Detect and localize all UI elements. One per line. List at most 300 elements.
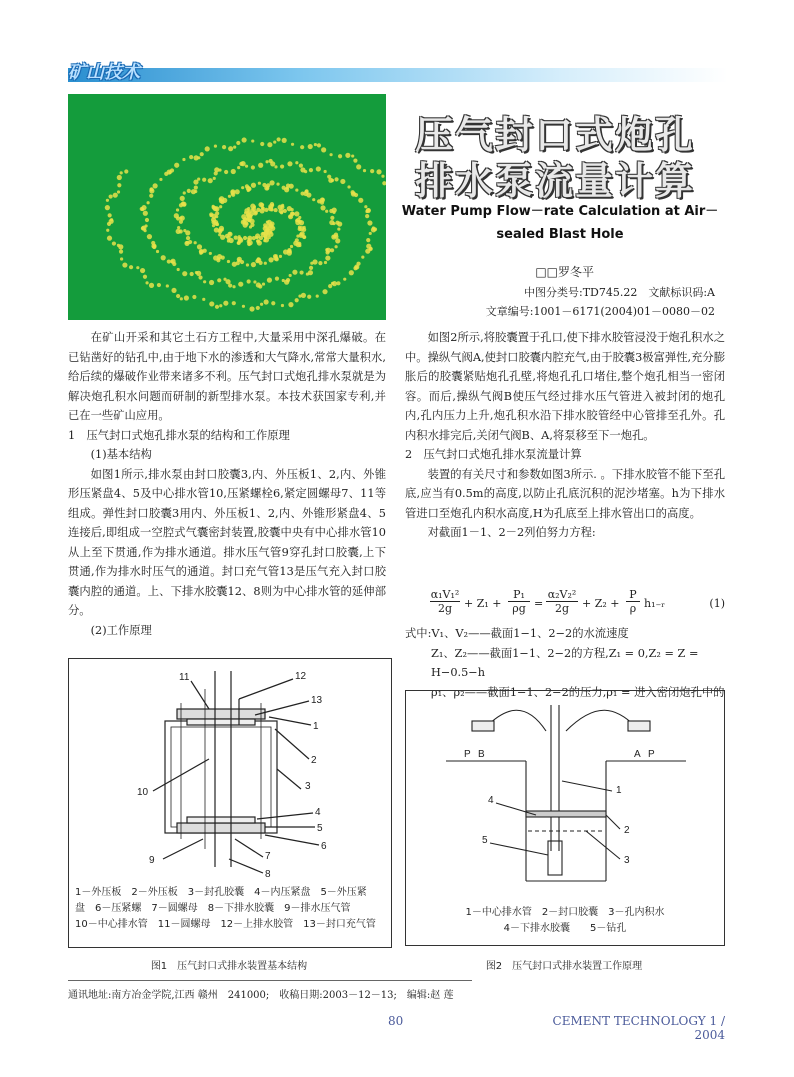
spiral-dot: [269, 180, 274, 185]
spiral-dot: [180, 297, 183, 300]
spiral-dot: [299, 233, 304, 238]
valve-b: [472, 721, 494, 731]
subsection-structure-heading: (1)基本结构: [90, 448, 152, 461]
spiral-dot: [351, 154, 354, 157]
spiral-dot: [309, 266, 313, 270]
fig1-label-9: 9: [149, 855, 155, 866]
spiral-dot: [295, 298, 299, 302]
fig1-label-8: 8: [265, 869, 271, 880]
definition-velocity: 式中:V₁、V₂——截面1−1、2−2的水流速度: [405, 627, 629, 640]
spiral-dot: [328, 284, 332, 288]
spiral-dot: [208, 178, 213, 183]
spiral-dot: [296, 234, 299, 237]
spiral-dot: [192, 295, 196, 299]
sealing-capsule: [526, 811, 606, 817]
spiral-dot: [273, 140, 276, 143]
spiral-dot: [261, 206, 264, 209]
bernoulli-equation: [430, 588, 725, 624]
spiral-dot: [117, 183, 121, 187]
spiral-dot: [291, 143, 294, 146]
spiral-dot: [213, 255, 218, 260]
spiral-dot: [223, 278, 226, 281]
spiral-dot: [202, 178, 206, 182]
bottom-cone-plate: [187, 817, 255, 823]
spiral-dot: [213, 177, 216, 180]
fig1-label-3: 3: [305, 781, 311, 792]
spiral-galaxy-image: [68, 94, 386, 320]
spiral-dot: [234, 236, 238, 240]
fig1-label-6: 6: [321, 841, 327, 852]
spiral-dot: [106, 229, 109, 232]
english-title-line-1: Water Pump Flow－rate Calculation at Air－: [401, 204, 719, 219]
author: □□罗冬平: [535, 265, 594, 279]
spiral-dot: [264, 299, 269, 304]
spiral-dot: [236, 141, 240, 145]
spiral-dot: [345, 153, 350, 158]
figure-2-caption: 图2 压气封口式排水装置工作原理: [485, 961, 643, 972]
spiral-dot: [271, 301, 275, 305]
spiral-dot: [304, 170, 307, 173]
spiral-dot: [222, 198, 227, 203]
spiral-dot: [334, 235, 338, 239]
spiral-dot: [332, 222, 335, 225]
fig2-label-p-left: P: [464, 749, 471, 760]
eq-term1-denominator: 2g: [430, 601, 460, 615]
spiral-graphic: [68, 94, 386, 320]
spiral-dot: [365, 210, 368, 213]
spiral-dot: [235, 189, 240, 194]
spiral-dot: [299, 164, 303, 168]
fig1-label-1: 1: [313, 721, 319, 732]
spiral-dot: [299, 220, 304, 225]
spiral-dot: [112, 241, 116, 245]
spiral-dot: [246, 263, 249, 266]
spiral-dot: [190, 272, 194, 276]
fig2-label-2: 2: [624, 825, 630, 836]
spiral-dot: [251, 183, 256, 188]
principle-paragraph: 如图2所示,将胶囊置于孔口,使下排水胶管浸没于炮孔积水之中。操纵气阀A,使封口胶囊内腔充气,由于胶囊3极富弹性,充分膨胀后的胶囊紧贴炮孔孔壁,将炮孔孔口堵住,整个炮孔相当一密闭容。而后,操纵气阀B使压气经过排水压气管进入被封闭的炮孔内,孔内压力上升,炮孔积水沿下排水胶管经中心管排至孔外。孔内积水排完后,关闭气阀B、A,将泵移至下一炮孔。: [405, 331, 725, 442]
spiral-dot: [184, 295, 189, 300]
spiral-dot: [273, 254, 277, 258]
eq-term4-numerator: P: [629, 588, 637, 601]
spiral-dot: [233, 146, 236, 149]
spiral-dot: [337, 221, 342, 226]
spiral-dot: [260, 303, 263, 306]
spiral-dot: [334, 177, 338, 181]
spiral-dot: [299, 270, 303, 274]
footnote: 通讯地址:南方冶金学院,江西 赣州 241000; 收稿日期:2003－12－13; 编辑:赵 莲: [68, 990, 454, 1001]
spiral-dot: [194, 185, 198, 189]
spiral-dot: [325, 210, 328, 213]
figure-1-caption: 图1 压气封口式排水装置基本结构: [150, 961, 308, 972]
spiral-dot: [381, 175, 384, 178]
spiral-dot: [358, 198, 363, 203]
spiral-dot: [194, 190, 197, 193]
structure-paragraph: 如图1所示,排水泵由封口胶囊3,内、外压板1、2,内、外锥形压紧盘4、5及中心排水管10,压紧螺栓6,紧定圆螺母7、11等组成。弹性封口胶囊3用内、外压板1、2,内、外锥形紧盘4、5连接后,即组成一空腔式气囊密封装置,胶囊中央有中心排水管10从上至下贯通,作为排水通道。排水压气管9穿孔封口胶囊,上下贯通,作为排水时压气的通道。封口充气管13是压气充入封口胶囊内腔的通道。上、下排水胶囊12、8则为中心排水管的延伸部分。: [68, 467, 386, 617]
spiral-dot: [260, 142, 264, 146]
fig1-label-13: 13: [311, 695, 323, 706]
top-cone-plate: [187, 719, 255, 725]
figure-2-legend: [406, 905, 724, 937]
spiral-dot: [318, 261, 322, 265]
fig1-legend-line-3: 10－中心排水管 11－圆螺母 12－上排水胶管 13－封口充气管: [75, 919, 376, 930]
spiral-dot: [174, 213, 179, 218]
spiral-dot: [264, 262, 267, 265]
dimensions-paragraph: 装置的有关尺寸和参数如图3所示. 。下排水胶管不能下至孔底,应当有0.5m的高度,以防止孔底沉积的泥沙堵塞。h为下排水管进口至炮孔内积水高度,H为孔底至上排水管出口的高度。: [405, 467, 725, 520]
spiral-dot: [354, 193, 358, 197]
spiral-dot: [280, 164, 284, 168]
sealing-capsule-inner: [171, 727, 271, 827]
spiral-dot: [332, 211, 335, 214]
eq-term1-numerator: α₁V₁²: [430, 588, 460, 601]
classification: 中图分类号:TD745.22 文献标识码:A: [523, 286, 715, 299]
spiral-dot: [149, 187, 153, 191]
spiral-dot: [316, 166, 321, 171]
spiral-dot: [186, 236, 190, 240]
eq-plus-z2: + Z₂ +: [582, 597, 620, 610]
spiral-dot: [298, 227, 302, 231]
spiral-dot: [241, 214, 246, 219]
spiral-dot: [349, 270, 354, 275]
spiral-dot: [283, 249, 288, 254]
spiral-dot: [136, 266, 139, 269]
spiral-dot: [330, 216, 334, 220]
spiral-dot: [253, 205, 256, 208]
spiral-dot: [129, 265, 133, 269]
spiral-dot: [314, 143, 317, 146]
spiral-dot: [361, 256, 364, 259]
definition-pressure: ρ₁、ρ₂——截面1−1、2−2的压力,ρ₁ = 进入密闭炮孔中的: [431, 685, 725, 699]
fig2-label-4: 4: [488, 795, 494, 806]
spiral-dot: [203, 280, 206, 283]
title-line-1: 压气封口式炮孔: [414, 113, 695, 157]
spiral-dot: [382, 181, 386, 185]
spiral-dot: [280, 211, 283, 214]
spiral-dot: [117, 175, 122, 180]
spiral-dot: [144, 224, 147, 227]
spiral-dot: [200, 152, 204, 156]
fig2-label-3: 3: [624, 855, 630, 866]
spiral-dot: [343, 278, 346, 281]
air-hose-left: [486, 710, 546, 731]
spiral-dot: [232, 285, 235, 288]
spiral-dot: [320, 200, 324, 204]
spiral-dot: [321, 147, 326, 152]
spiral-dot: [267, 278, 272, 283]
spiral-dot: [325, 255, 330, 260]
spiral-dot: [106, 199, 109, 202]
spiral-dot: [176, 229, 181, 234]
spiral-dot: [335, 238, 340, 243]
eq-term2-denominator: ρg: [508, 601, 530, 615]
spiral-dot: [329, 153, 332, 156]
spiral-dot: [180, 196, 185, 201]
spiral-dot: [274, 165, 277, 168]
column-title: 矿山技术: [68, 62, 140, 83]
spiral-dot: [109, 194, 113, 198]
air-hose-right: [566, 710, 636, 731]
spiral-dot: [256, 239, 259, 242]
spiral-dot: [294, 211, 299, 216]
spiral-dot: [324, 261, 327, 264]
spiral-dot: [324, 170, 327, 173]
spiral-dot: [247, 279, 251, 283]
spiral-dot: [254, 211, 257, 214]
spiral-dot: [145, 218, 149, 222]
spiral-dot: [282, 279, 285, 282]
spiral-dot: [156, 250, 159, 253]
spiral-dot: [243, 236, 247, 240]
spiral-dot: [159, 178, 162, 181]
spiral-dot: [334, 245, 337, 248]
spiral-dot: [197, 178, 200, 181]
bernoulli-intro: 对截面1－1、2－2列伯努力方程:: [427, 526, 596, 539]
spiral-dot: [290, 245, 293, 248]
spiral-dot: [247, 187, 251, 191]
spiral-dot: [176, 208, 179, 211]
spiral-dot: [264, 208, 268, 212]
spiral-dot: [187, 189, 191, 193]
spiral-dot: [227, 260, 230, 263]
figure-1-box: [68, 658, 392, 948]
spiral-dot: [298, 295, 301, 298]
spiral-dot: [157, 283, 161, 287]
spiral-dot: [215, 305, 219, 309]
spiral-dot: [183, 229, 186, 232]
spiral-dot: [255, 259, 259, 263]
fig1-label-10: 10: [137, 787, 149, 798]
spiral-dot: [247, 207, 250, 210]
english-title-line-2: sealed Blast Hole: [496, 227, 624, 242]
spiral-dot: [161, 255, 166, 260]
fig2-legend-line-2: 4－下排水胶囊 5－钻孔: [503, 923, 627, 934]
article-number: 文章编号:1001－6171(2004)01－0080－02: [485, 305, 715, 318]
spiral-dot: [301, 293, 306, 298]
spiral-dot: [170, 168, 174, 172]
spiral-dot: [268, 257, 273, 262]
spiral-dot: [149, 194, 153, 198]
spiral-dot: [214, 145, 217, 148]
spiral-dot: [183, 191, 186, 194]
spiral-dot: [307, 295, 311, 299]
spiral-dot: [364, 205, 367, 208]
spiral-dot: [107, 236, 112, 241]
spiral-dot: [320, 205, 325, 210]
fig2-label-p-right: P: [648, 749, 655, 760]
spiral-dot: [222, 145, 226, 149]
spiral-dot: [340, 179, 345, 184]
spiral-dot: [225, 234, 229, 238]
spiral-dot: [241, 186, 244, 189]
spiral-dot: [181, 201, 185, 205]
fig1-label-5: 5: [317, 823, 323, 834]
eq-term4-denominator: ρ: [626, 601, 640, 615]
fig1-legend-line-2: 盘 6－压紧螺 7－圆螺母 8－下排水胶囊 9－排水压气管: [75, 903, 351, 914]
spiral-dot: [214, 206, 219, 211]
eq-plus-z1: + Z₁ +: [464, 597, 502, 610]
figure-1-legend: [75, 885, 387, 933]
spiral-dot: [228, 195, 231, 198]
spiral-dot: [219, 205, 222, 208]
spiral-dot: [369, 232, 372, 235]
spiral-dot: [182, 271, 187, 276]
spiral-dot: [371, 227, 376, 232]
bottom-pressure-plate: [177, 823, 265, 833]
spiral-dot: [217, 278, 221, 282]
spiral-dot: [153, 183, 158, 188]
spiral-dot: [267, 142, 272, 147]
fig1-label-4: 4: [315, 807, 321, 818]
spiral-dot: [224, 170, 228, 174]
figure-2-box: [405, 690, 725, 946]
spiral-dot: [145, 281, 148, 284]
spiral-dot: [231, 169, 236, 174]
spiral-dot: [258, 182, 261, 185]
spiral-dot: [205, 146, 210, 151]
eq-number: (1): [709, 597, 725, 610]
spiral-dot: [274, 208, 278, 212]
spiral-dot: [117, 244, 120, 247]
spiral-dot: [376, 169, 381, 174]
spiral-dot: [237, 166, 240, 169]
spiral-dot: [117, 190, 120, 193]
spiral-dot: [289, 184, 294, 189]
eq-equals: =: [534, 597, 544, 610]
fig1-label-2: 2: [311, 755, 317, 766]
spiral-dot: [151, 241, 155, 245]
lower-hose: [548, 841, 562, 875]
spiral-dot: [119, 250, 123, 254]
spiral-dot: [195, 271, 198, 274]
spiral-dot: [223, 301, 228, 306]
spiral-dot: [176, 294, 180, 298]
spiral-dot: [198, 275, 202, 279]
spiral-dot: [281, 304, 284, 307]
spiral-dot: [249, 306, 254, 311]
spiral-dot: [248, 240, 253, 245]
spiral-dot: [251, 165, 255, 169]
spiral-dot: [197, 244, 202, 249]
right-column: [405, 328, 725, 543]
spiral-dot: [308, 144, 313, 149]
spiral-dot: [124, 169, 128, 173]
spiral-dot: [199, 250, 203, 254]
spiral-dot: [270, 208, 273, 211]
spiral-dot: [167, 259, 171, 263]
spiral-dot: [140, 268, 145, 273]
spiral-dot: [300, 145, 304, 149]
spiral-dot: [209, 252, 212, 255]
fig2-label-5: 5: [482, 835, 488, 846]
top-pressure-plate: [177, 709, 265, 719]
spiral-dot: [214, 222, 218, 226]
spiral-dot: [242, 305, 245, 308]
spiral-dot: [265, 160, 268, 163]
english-title: [400, 200, 720, 246]
spiral-dot: [312, 198, 315, 201]
spiral-dot: [338, 154, 342, 158]
spiral-dot: [353, 159, 357, 163]
spiral-dot: [242, 137, 247, 142]
spiral-dot: [363, 169, 366, 172]
spiral-dot: [306, 192, 311, 197]
spiral-dot: [146, 201, 149, 204]
spiral-dot: [337, 227, 340, 230]
spiral-dot: [147, 234, 152, 239]
fig2-label-b: B: [478, 749, 485, 760]
spiral-dot: [197, 156, 200, 159]
spiral-dot: [317, 143, 321, 147]
spiral-dot: [149, 283, 154, 288]
figure-1-diagram: [69, 659, 391, 881]
eq-term3-denominator: 2g: [546, 601, 578, 615]
spiral-dot: [108, 213, 112, 217]
spiral-dot: [370, 169, 374, 173]
fig1-label-12: 12: [295, 671, 307, 682]
spiral-dot: [194, 241, 197, 244]
spiral-dot: [122, 262, 127, 267]
fig2-legend-line-1: 1－中心排水管 2－封口胶囊 3－孔内积水: [465, 907, 665, 918]
fig2-label-a: A: [634, 749, 641, 760]
spiral-dot: [356, 164, 361, 169]
spiral-dot: [270, 161, 275, 166]
spiral-dot: [238, 282, 243, 287]
spiral-dot: [251, 139, 254, 142]
spiral-dot: [276, 183, 279, 186]
spiral-dot: [209, 280, 214, 285]
eq-term3-numerator: α₂V₂²: [547, 588, 577, 601]
fig1-label-7: 7: [265, 851, 271, 862]
spiral-dot: [177, 226, 180, 229]
spiral-dot: [287, 161, 292, 166]
figure-2-diagram: [406, 691, 724, 887]
spiral-dot: [231, 193, 235, 197]
spiral-dot: [258, 163, 263, 168]
spiral-dot: [353, 266, 357, 270]
spiral-dot: [262, 282, 265, 285]
spiral-dot: [365, 249, 370, 254]
definition-height: Z₁、Z₂——截面1−1、2−2的方程,Z₁ = 0,Z₂ = Z = H−0.5−h: [431, 646, 699, 679]
spiral-dot: [251, 262, 256, 267]
eq-term2-numerator: P₁: [513, 588, 525, 601]
spiral-dot: [240, 161, 245, 166]
spiral-dot: [120, 257, 123, 260]
spiral-dot: [309, 168, 313, 172]
spiral-dot: [166, 284, 169, 287]
valve-a: [628, 721, 650, 731]
section-1-heading: 1 压气封口式炮孔排水泵的结构和工作原理: [68, 428, 290, 442]
spiral-dot: [219, 304, 222, 307]
fig2-label-1: 1: [616, 785, 622, 796]
spiral-dot: [141, 205, 146, 210]
spiral-dot: [113, 193, 118, 198]
spiral-dot: [232, 262, 237, 267]
spiral-dot: [282, 138, 287, 143]
left-column: [68, 328, 386, 640]
spiral-dot: [306, 272, 309, 275]
header-band: [68, 68, 728, 82]
spiral-dot: [105, 205, 110, 210]
spiral-dot: [277, 137, 281, 141]
spiral-dot: [185, 241, 188, 244]
spiral-dot: [256, 282, 261, 287]
journal-name: CEMENT TECHNOLOGY 1 / 2004: [552, 1014, 725, 1042]
spiral-dot: [268, 204, 273, 209]
spiral-dot: [331, 179, 334, 182]
spiral-dot: [232, 301, 236, 305]
section-2-heading: 2 压气封口式炮孔排水泵流量计算: [405, 448, 582, 461]
spiral-dot: [182, 158, 185, 161]
